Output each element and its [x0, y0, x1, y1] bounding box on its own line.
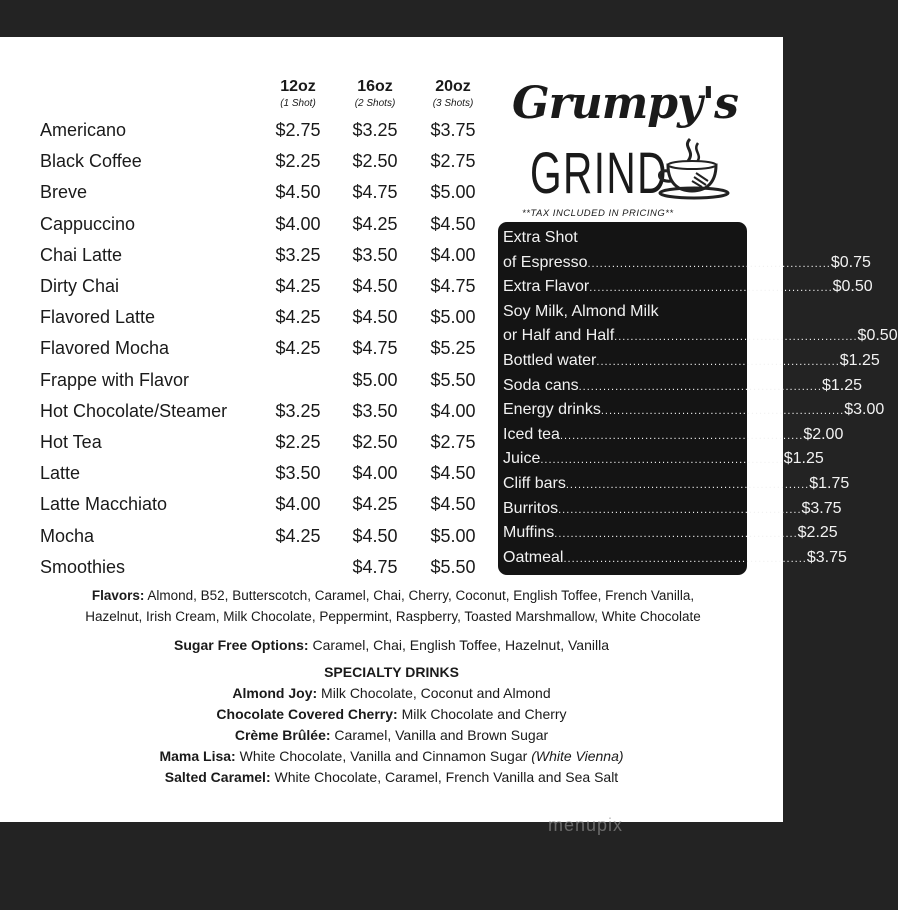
drink-row	[40, 276, 490, 306]
extra-item	[503, 376, 863, 401]
specialty-desc: White Chocolate, Vanilla and Cinnamon Sugar	[239, 748, 528, 764]
drink-price: $4.25	[352, 213, 398, 234]
extra-label: Juice	[503, 450, 541, 468]
drink-price: $2.25	[275, 151, 321, 172]
drink-name: Hot Tea	[40, 432, 102, 452]
drink-price: $4.50	[430, 494, 476, 515]
drink-price: $5.00	[430, 307, 476, 328]
drink-row	[40, 432, 490, 462]
drink-price: $4.25	[352, 494, 398, 515]
extra-price: $3.75	[806, 548, 847, 566]
drink-price: $3.50	[352, 400, 398, 421]
drink-price: $4.00	[275, 213, 321, 234]
extra-item	[503, 425, 844, 450]
drink-row	[40, 526, 490, 556]
drink-row	[40, 463, 490, 493]
extra-price: $1.25	[821, 376, 863, 394]
extra-label: Burritos	[503, 499, 559, 517]
drink-price: $3.75	[430, 120, 476, 140]
drink-price: $4.50	[430, 213, 476, 234]
drink-price: $4.50	[352, 276, 398, 296]
extra-item	[503, 524, 838, 548]
drink-price: $4.25	[275, 525, 321, 546]
column-header	[258, 78, 338, 109]
specialty-item	[0, 706, 783, 722]
column-header	[335, 78, 415, 109]
drink-price: $4.75	[352, 338, 398, 359]
logo-script-text: Grumpy's	[512, 78, 738, 129]
extra-price: $3.00	[844, 401, 885, 419]
drink-price: $5.00	[430, 525, 476, 546]
specialty-title: SPECIALTY DRINKS	[324, 664, 459, 680]
drink-price: $5.50	[430, 369, 476, 390]
drink-price: $4.50	[430, 463, 476, 484]
leader-dots: ............................................................	[578, 380, 822, 393]
specialty-item	[0, 769, 783, 785]
specialty-name: Crème Brûlée:	[234, 727, 331, 743]
specialty-item	[0, 727, 783, 743]
extra-price: $1.75	[809, 475, 850, 492]
leader-dots: ............................................................	[554, 528, 798, 541]
leader-dots: ............................................................	[587, 257, 831, 270]
drink-price: $4.00	[430, 244, 476, 265]
leader-dots: ............................................................	[600, 405, 845, 418]
drink-name: Frappe with Flavor	[40, 369, 190, 390]
drink-name: Hot Chocolate/Steamer	[40, 400, 228, 421]
specialty-note: (White Vienna)	[531, 748, 624, 764]
column-size: 16oz	[357, 78, 393, 95]
drink-row	[40, 338, 490, 368]
extra-item	[503, 499, 842, 524]
drink-price: $5.00	[430, 182, 476, 203]
drink-row	[40, 182, 490, 212]
extra-price: $1.25	[839, 352, 880, 369]
drink-name: Mocha	[40, 525, 95, 546]
drink-row	[40, 214, 490, 244]
extra-price: $2.25	[797, 524, 838, 542]
extra-item	[503, 401, 885, 425]
leader-dots: ............................................................	[558, 503, 802, 516]
logo-grind-text: GRIND	[530, 141, 668, 206]
leader-dots: ............................................................	[565, 479, 810, 491]
specialty-name: Salted Caramel:	[164, 769, 271, 785]
specialty-name: Mama Lisa:	[159, 748, 236, 764]
column-size: 20oz	[435, 78, 471, 95]
sugar-free-label: Sugar Free Options:	[174, 637, 309, 653]
flavors-list-1: Almond, B52, Butterscotch, Caramel, Chai, Cherry, Coconut, English Toffee, French Vanilla,	[147, 588, 695, 603]
extra-label: Muffins	[503, 524, 555, 542]
flavors-label: Flavors:	[91, 588, 145, 603]
sugar-free-line	[0, 637, 783, 653]
specialty-desc: Caramel, Vanilla and Brown Sugar	[334, 727, 549, 743]
leader-dots: ............................................................	[559, 429, 804, 442]
drink-price: $2.50	[352, 432, 398, 452]
drink-price: $4.25	[275, 338, 321, 359]
flavors-line-2: Hazelnut, Irish Cream, Milk Chocolate, Peppermint, Raspberry, Toasted Marshmallow, White Chocolate	[85, 609, 701, 624]
drink-price: $4.75	[430, 276, 476, 296]
extra-item	[503, 278, 873, 302]
extra-label: Oatmeal	[503, 548, 564, 566]
drink-price: $3.50	[275, 463, 321, 484]
drink-name: Latte	[40, 463, 81, 484]
drink-row	[40, 120, 490, 150]
specialty-desc: Milk Chocolate and Cherry	[401, 706, 567, 722]
coffee-cup-icon	[652, 135, 732, 201]
leader-dots: ............................................................	[596, 356, 840, 368]
specialty-item	[0, 685, 783, 701]
drink-price: $4.75	[352, 182, 398, 203]
drink-name: Breve	[40, 182, 88, 203]
extra-label: Cliff bars	[503, 475, 566, 492]
specialty-name: Chocolate Covered Cherry:	[216, 706, 398, 722]
drink-price: $3.25	[275, 244, 321, 265]
drink-price: $4.50	[275, 182, 321, 203]
drink-row	[40, 307, 490, 337]
column-shots: (1 Shot)	[280, 98, 316, 109]
extra-price: $0.50	[832, 278, 873, 296]
drink-price: $2.25	[275, 432, 321, 452]
extra-price: $0.75	[830, 253, 871, 271]
drink-name: Flavored Latte	[40, 307, 156, 328]
extra-item	[503, 253, 871, 278]
specialty-desc: Milk Chocolate, Coconut and Almond	[321, 685, 551, 701]
drink-row	[40, 245, 490, 275]
extra-item	[503, 475, 850, 499]
drink-name: Chai Latte	[40, 244, 123, 265]
leader-dots: ............................................................	[540, 454, 784, 467]
extra-label: Soy Milk, Almond Milk	[503, 302, 659, 320]
drink-name: Black Coffee	[40, 151, 142, 172]
tax-note: **TAX INCLUDED IN PRICING**	[522, 208, 674, 219]
specialty-item	[0, 748, 783, 764]
leader-dots: ............................................................	[614, 331, 858, 344]
column-size: 12oz	[280, 78, 316, 95]
column-header	[413, 78, 493, 109]
drink-price: $4.25	[275, 307, 321, 328]
drink-price: $4.50	[352, 307, 398, 328]
watermark: menupix	[548, 815, 624, 835]
extra-item	[503, 229, 741, 253]
drink-price: $2.75	[430, 151, 476, 172]
extra-label: Iced tea	[503, 425, 560, 443]
extra-label: Energy drinks	[503, 401, 601, 419]
extra-label: Extra Flavor	[503, 278, 590, 296]
extra-label: Soda cans	[503, 376, 579, 394]
specialty-desc: White Chocolate, Caramel, French Vanilla and Sea Salt	[274, 769, 619, 785]
drink-price: $3.25	[352, 120, 398, 140]
flavors-line-1	[40, 588, 746, 603]
extra-item	[503, 548, 847, 573]
extra-item	[503, 327, 898, 351]
extra-label: of Espresso	[503, 253, 588, 271]
drink-price: $2.75	[275, 120, 321, 140]
extra-price: $2.00	[803, 425, 844, 443]
drink-price: $4.00	[275, 494, 321, 515]
extra-price: $1.25	[783, 450, 824, 468]
column-shots: (3 Shots)	[432, 98, 474, 109]
drink-price: $4.25	[275, 276, 321, 296]
extra-label: Extra Shot	[503, 229, 578, 246]
extra-item	[503, 450, 824, 474]
drink-price: $4.00	[352, 463, 398, 484]
drink-row	[40, 557, 490, 587]
drink-price: $3.50	[352, 244, 398, 265]
drink-row	[40, 494, 490, 524]
drink-name: Flavored Mocha	[40, 338, 170, 359]
drink-name: Latte Macchiato	[40, 494, 168, 515]
drink-price: $5.50	[430, 556, 476, 577]
drink-name: Dirty Chai	[40, 276, 120, 296]
drink-price: $2.75	[430, 432, 476, 452]
drink-price: $2.50	[352, 151, 398, 172]
drink-price: $4.00	[430, 400, 476, 421]
drink-price: $3.25	[275, 400, 321, 421]
column-shots: (2 Shots)	[354, 98, 396, 109]
extra-label: or Half and Half	[503, 327, 615, 345]
drink-row	[40, 370, 490, 400]
extra-item	[503, 303, 741, 327]
extra-item	[503, 352, 880, 376]
drink-price: $4.75	[352, 556, 398, 577]
drink-name: Smoothies	[40, 556, 126, 577]
leader-dots: ............................................................	[563, 552, 807, 565]
sugar-free-list: Caramel, Chai, English Toffee, Hazelnut, Vanilla	[312, 637, 609, 653]
drink-name: Americano	[40, 120, 127, 140]
leader-dots: ............................................................	[589, 282, 833, 295]
drink-price: $4.50	[352, 525, 398, 546]
drink-row	[40, 401, 490, 431]
extra-price: $3.75	[801, 499, 842, 517]
drink-price: $5.00	[352, 369, 398, 390]
specialty-name: Almond Joy:	[232, 685, 318, 701]
drink-name: Cappuccino	[40, 213, 136, 234]
extra-price: $0.50	[857, 327, 898, 345]
drink-row	[40, 151, 490, 181]
extras-panel	[498, 222, 898, 575]
drink-price: $5.25	[430, 338, 476, 359]
extra-label: Bottled water	[503, 352, 597, 369]
